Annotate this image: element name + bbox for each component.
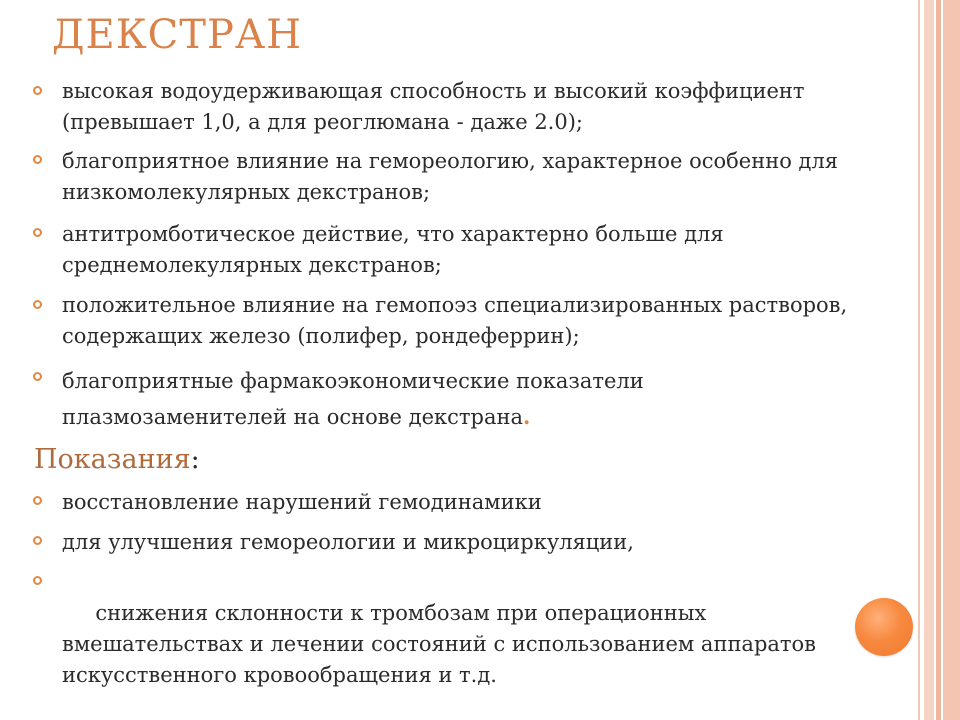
list-item-text: антитромботическое действие, что характерно больше для среднемолекулярных декстранов; [62,222,724,277]
list-item-text: положительное влияние на гемопоэз специализированных растворов, содержащих железо (полифер, рондеферрин); [62,293,848,348]
slide-title: ДЕКСТРАН [52,12,303,58]
list-item-text: для улучшения гемореологии и микроциркуляции, [62,530,634,554]
decorative-stripe [924,0,934,720]
bullet-icon [33,496,42,505]
list-item-text: высокая водоудерживающая способность и высокий коэффициент (превышает 1,0, а для реоглюмана - даже 2.0); [62,79,805,134]
decorative-circle [855,598,913,656]
list-item [62,219,862,281]
bullet-icon [33,228,42,237]
list-item [62,146,862,208]
decorative-stripe [943,0,960,720]
list-item-text: благоприятные фармакоэкономические показатели плазмозаменителей на основе декстрана [62,369,644,429]
list-item-text: снижения склонности к тромбозам при операционных вмешательствах и лечении состояний с использованием аппаратов искусственного кровообращения и т.д. [62,601,823,687]
section-heading [34,444,200,475]
section-heading-colon: : [190,444,200,475]
list-item-text: восстановление нарушений гемодинамики [62,490,542,514]
bullet-icon [33,372,42,381]
section-heading-text: Показания [34,444,191,475]
list-item-text: благоприятное влияние на гемореологию, характерное особенно для низкомолекулярных декстранов; [62,149,839,204]
decorative-stripe [918,0,920,720]
list-item [62,363,862,435]
bullet-icon [33,576,42,585]
list-item [62,487,862,518]
list-item [62,527,862,558]
list-item [62,567,862,720]
bullet-icon [33,155,42,164]
bullet-icon [33,86,42,95]
decorative-stripe [936,0,941,720]
list-item [62,290,862,352]
list-item-suffix: . [523,404,531,429]
bullet-icon [33,300,42,309]
bullet-icon [33,536,42,545]
list-item [62,76,862,138]
